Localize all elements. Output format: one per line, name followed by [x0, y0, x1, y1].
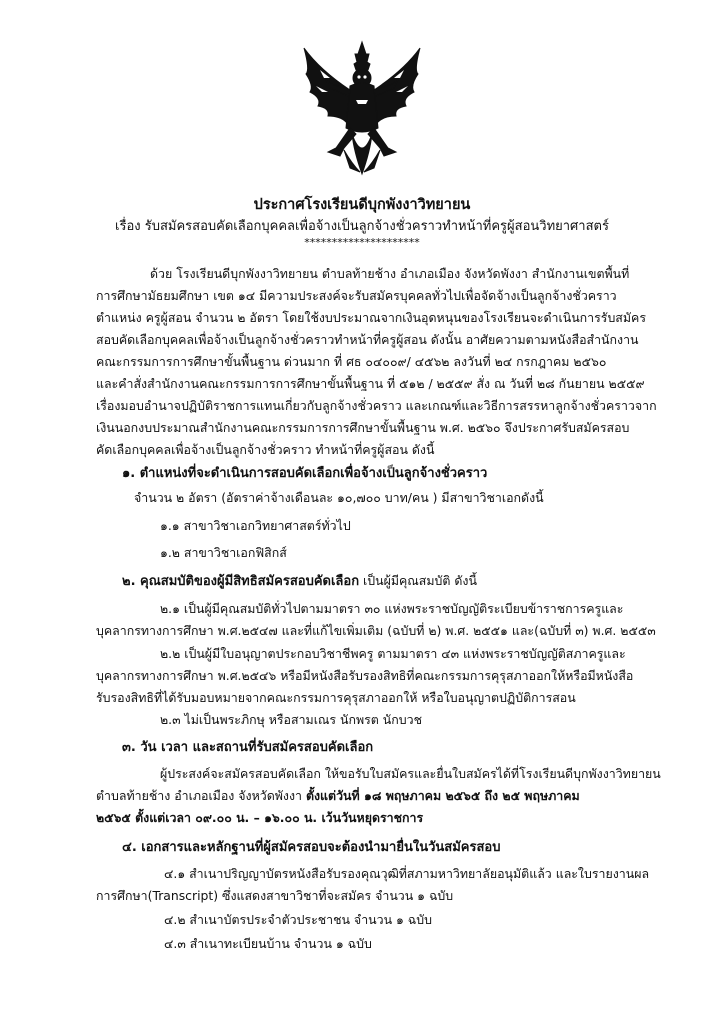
intro-line: เงินนอกงบประมาณสำนักงานคณะกรรมการการศึกษาขั้นพื้นฐาน พ.ศ. ๒๕๖๐ จึงประกาศรับสมัครสอบ [96, 420, 630, 435]
garuda-emblem-icon [300, 40, 424, 180]
intro-line: คัดเลือกบุคคลเพื่อจ้างเป็นลูกจ้างชั่วคราว ทำหน้าที่ครูผู้สอน ดังนี้ [96, 442, 435, 457]
intro-line: เรื่องมอบอำนาจปฏิบัติราชการแทนเกี่ยวกับลูกจ้างชั่วคราว และเกณฑ์และวิธีการสรรหาลูกจ้างชั่วคราวจาก [96, 398, 657, 413]
section-4-line: ๔.๑ สำเนาปริญญาบัตรหนังสือรับรองคุณวุฒิที่สภามหาวิทยาลัยอนุมัติแล้ว และใบรายงานผล [164, 866, 650, 881]
section-3-line-row [96, 788, 580, 804]
intro-line: และคำสั่งสำนักงานคณะกรรมการการศึกษาขั้นพื้นฐาน ที่ ๕๑๒ / ๒๕๕๙ สั่ง ณ วันที่ ๒๘ กันยายน ๒๕๕๙ [96, 376, 645, 391]
section-2-line: บุคลากรทางการศึกษา พ.ศ.๒๕๔๖ หรือมีหนังสือรับรองสิทธิที่คณะกรรมการคุรุสภาออกให้หรือมีหนังสือ [96, 668, 634, 683]
section-4-heading: ๔. เอกสารและหลักฐานที่ผู้สมัครสอบจะต้องนำมายื่นในวันสมัครสอบ [122, 840, 501, 855]
section-1-line: จำนวน ๒ อัตรา (อัตราค่าจ้างเดือนละ ๑๐,๗๐๐ บาท/คน ) มีสาขาวิชาเอกดังนี้ [134, 490, 544, 505]
separator-line: ********************* [304, 236, 420, 249]
section-2-line: ๒.๓ ไม่เป็นพระภิกษุ หรือสามเณร นักพรต นักบวช [160, 712, 423, 727]
section-2-line: ๒.๒ เป็นผู้มีใบอนุญาตประกอบวิชาชีพครู ตามมาตรา ๔๓ แห่งพระราชบัญญัติสภาครูและ [160, 646, 626, 661]
section-3-time: ๒๕๖๕ ตั้งแต่เวลา ๐๙.๐๐ น. – ๑๖.๐๐ น. เว้นวันหยุดราชการ [96, 810, 424, 825]
intro-line: ตำแหน่ง ครูผู้สอน จำนวน ๒ อัตรา โดยใช้งบประมาณจากเงินอุดหนุนของโรงเรียนจะดำเนินการรับสมัคร [96, 310, 646, 325]
section-2-heading-tail: เป็นผู้มีคุณสมบัติ ดังนี้ [359, 573, 477, 588]
announcement-title: ประกาศโรงเรียนดีบุกพังงาวิทยายน [253, 197, 471, 213]
section-3-heading: ๓. วัน เวลา และสถานที่รับสมัครสอบคัดเลือก [122, 740, 374, 755]
section-4-line: ๔.๒ สำเนาบัตรประจำตัวประชาชน จำนวน ๑ ฉบับ [164, 912, 432, 927]
section-3-date-range: ตั้งแต่วันที่ ๑๘ พฤษภาคม ๒๕๖๕ ถึง ๒๕ พฤษภาคม [305, 788, 580, 803]
section-2-line: บุคลากรทางการศึกษา พ.ศ.๒๕๔๗ และที่แก้ไขเพิ่มเติม (ฉบับที่ ๒) พ.ศ. ๒๕๕๑ และ(ฉบับที่ ๓) พ.ศ. ๒๕๕๓ [96, 623, 656, 638]
section-2-line: ๒.๑ เป็นผู้มีคุณสมบัติทั่วไปตามมาตรา ๓๐ แห่งพระราชบัญญัติระเบียบข้าราชการครูและ [160, 601, 624, 616]
section-4-line: ๔.๓ สำเนาทะเบียนบ้าน จำนวน ๑ ฉบับ [164, 936, 372, 951]
intro-line: สอบคัดเลือกบุคคลเพื่อจ้างเป็นลูกจ้างชั่วคราวทำหน้าที่ครูผู้สอน ดังนั้น อาศัยความตามหนังสือสำนักงาน [96, 332, 639, 347]
section-3-line: ผู้ประสงค์จะสมัครสอบคัดเลือก ให้ขอรับใบสมัครและยื่นใบสมัครได้ที่โรงเรียนดีบุกพังงาวิทยายน [160, 766, 661, 781]
section-1-item: ๑.๑ สาขาวิชาเอกวิทยาศาสตร์ทั่วไป [160, 518, 351, 533]
announcement-subject: เรื่อง รับสมัครสอบคัดเลือกบุคคลเพื่อจ้างเป็นลูกจ้างชั่วคราวทำหน้าที่ครูผู้สอนวิทยาศาสตร์ [115, 219, 609, 234]
intro-line: ด้วย โรงเรียนดีบุกพังงาวิทยายน ตำบลท้ายช้าง อำเภอเมือง จังหวัดพังงา สำนักงานเขตพื้นที่ [150, 266, 630, 281]
section-2-heading-row [122, 573, 477, 590]
section-2-heading: ๒. คุณสมบัติของผู้มีสิทธิสมัครสอบคัดเลือก [122, 574, 360, 589]
section-3-line: ตำบลท้ายช้าง อำเภอเมือง จังหวัดพังงา [96, 788, 306, 803]
section-2-line: รับรองสิทธิที่ได้รับมอบหมายจากคณะกรรมการคุรุสภาออกให้ หรือใบอนุญาตปฏิบัติการสอน [96, 690, 576, 705]
section-4-line: การศึกษา(Transcript) ซึ่งแสดงสาขาวิชาที่จะสมัคร จำนวน ๑ ฉบับ [96, 888, 454, 903]
section-1-heading: ๑. ตำแหน่งที่จะดำเนินการสอบคัดเลือกเพื่อจ้างเป็นลูกจ้างชั่วคราว [122, 466, 488, 481]
intro-line: คณะกรรมการการศึกษาขั้นพื้นฐาน ด่วนมาก ที่ ศธ ๐๔๐๐๙/ ๔๕๖๒ ลงวันที่ ๒๔ กรกฎาคม ๒๕๖๐ [96, 354, 607, 369]
section-1-item: ๑.๒ สาขาวิชาเอกฟิสิกส์ [160, 545, 287, 560]
intro-line: การศึกษามัธยมศึกษา เขต ๑๔ มีความประสงค์จะรับสมัครบุคคลทั่วไปเพื่อจัดจ้างเป็นลูกจ้างชั่วคราว [96, 288, 617, 303]
